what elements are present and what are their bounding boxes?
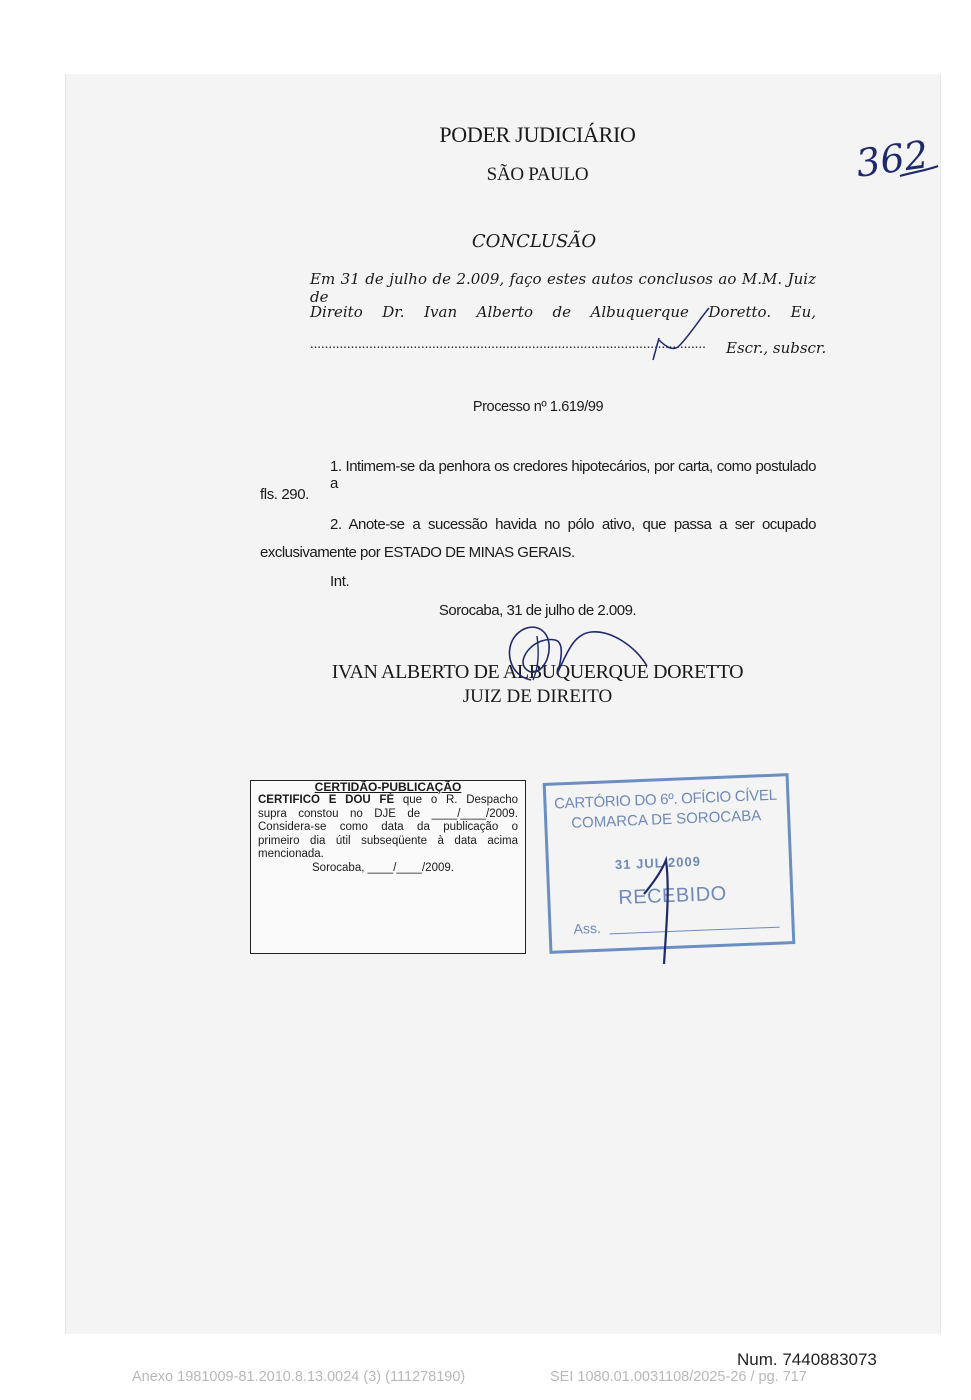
- judge-signature: [495, 618, 665, 698]
- certidao-line-5: mencionada.: [258, 848, 324, 860]
- processo-number: Processo nº 1.619/99: [472, 399, 604, 415]
- stamp-ass: Ass.: [573, 919, 602, 937]
- certidao-line-1: [258, 794, 518, 808]
- stamp-date: 31 JUL 2009: [614, 853, 702, 873]
- conclusao-line-1: Em 31 de julho de 2.009, faço estes autos conclusos ao M.M. Juiz de: [310, 270, 816, 306]
- court-title: PODER JUDICIÁRIO: [439, 122, 636, 147]
- stamp-signature-line: [610, 927, 780, 935]
- stamp-handwritten-mark: [640, 840, 680, 970]
- certidao-lead: CERTIFICO E DOU FÉ: [258, 794, 395, 806]
- certidao-line-2: supra constou no DJE de ____/____/2009.: [258, 807, 518, 820]
- despacho-int: Int.: [330, 573, 350, 590]
- judge-name: IVAN ALBERTO DE ALBUQUERQUE DORETTO: [331, 661, 744, 683]
- conclusao-dots: ...........................................................................................................: [310, 337, 706, 352]
- stamp-line-2: COMARCA DE SOROCABA: [570, 807, 762, 832]
- certidao-publicacao-box: [250, 780, 526, 954]
- certidao-line-1-rest: que o R. Despacho: [402, 794, 518, 806]
- stamp-status: RECEBIDO: [617, 882, 728, 910]
- stamp-line-1: CARTÓRIO DO 6º. OFÍCIO CÍVEL: [553, 786, 778, 813]
- certidao-line-3: Considera-se como data da publicação o: [258, 821, 518, 833]
- despacho-item-1-line-1: 1. Intimem-se da penhora os credores hipotecários, por carta, como postulado a: [330, 458, 816, 492]
- despacho-item-1-line-2: fls. 290.: [260, 486, 309, 503]
- footer-sei: SEI 1080.01.0031108/2025-26 / pg. 717: [550, 1369, 807, 1385]
- despacho-item-2-line-1: 2. Anote-se a sucessão havida no pólo ativo, que passa a ser ocupado: [330, 516, 816, 533]
- certidao-line-6: Sorocaba, ____/____/2009.: [312, 861, 454, 874]
- certidao-line-4: primeiro dia útil subseqüente à data acima: [258, 834, 518, 847]
- footer-num: Num. 7440883073: [737, 1350, 877, 1369]
- certidao-title: CERTIDÃO-PUBLICAÇÃO: [314, 780, 462, 794]
- page-number-strike-icon: [852, 148, 942, 188]
- conclusao-heading: CONCLUSÃO: [471, 231, 597, 252]
- footer-annex: Anexo 1981009-81.2010.8.13.0024 (3) (111278190): [132, 1369, 466, 1385]
- judge-role: JUIZ DE DIREITO: [462, 686, 613, 707]
- despacho-date: Sorocaba, 31 de julho de 2.009.: [438, 602, 637, 619]
- scrivener-initial-signature: [645, 300, 715, 366]
- court-subtitle: SÃO PAULO: [486, 164, 589, 185]
- despacho-item-2-line-2: exclusivamente por ESTADO DE MINAS GERAIS.: [260, 544, 575, 561]
- conclusao-line-3: Escr., subscr.: [726, 339, 827, 357]
- handwritten-page-number: 362: [853, 132, 932, 186]
- conclusao-line-2: Direito Dr. Ivan Alberto de Albuquerque Doretto. Eu,: [310, 303, 816, 321]
